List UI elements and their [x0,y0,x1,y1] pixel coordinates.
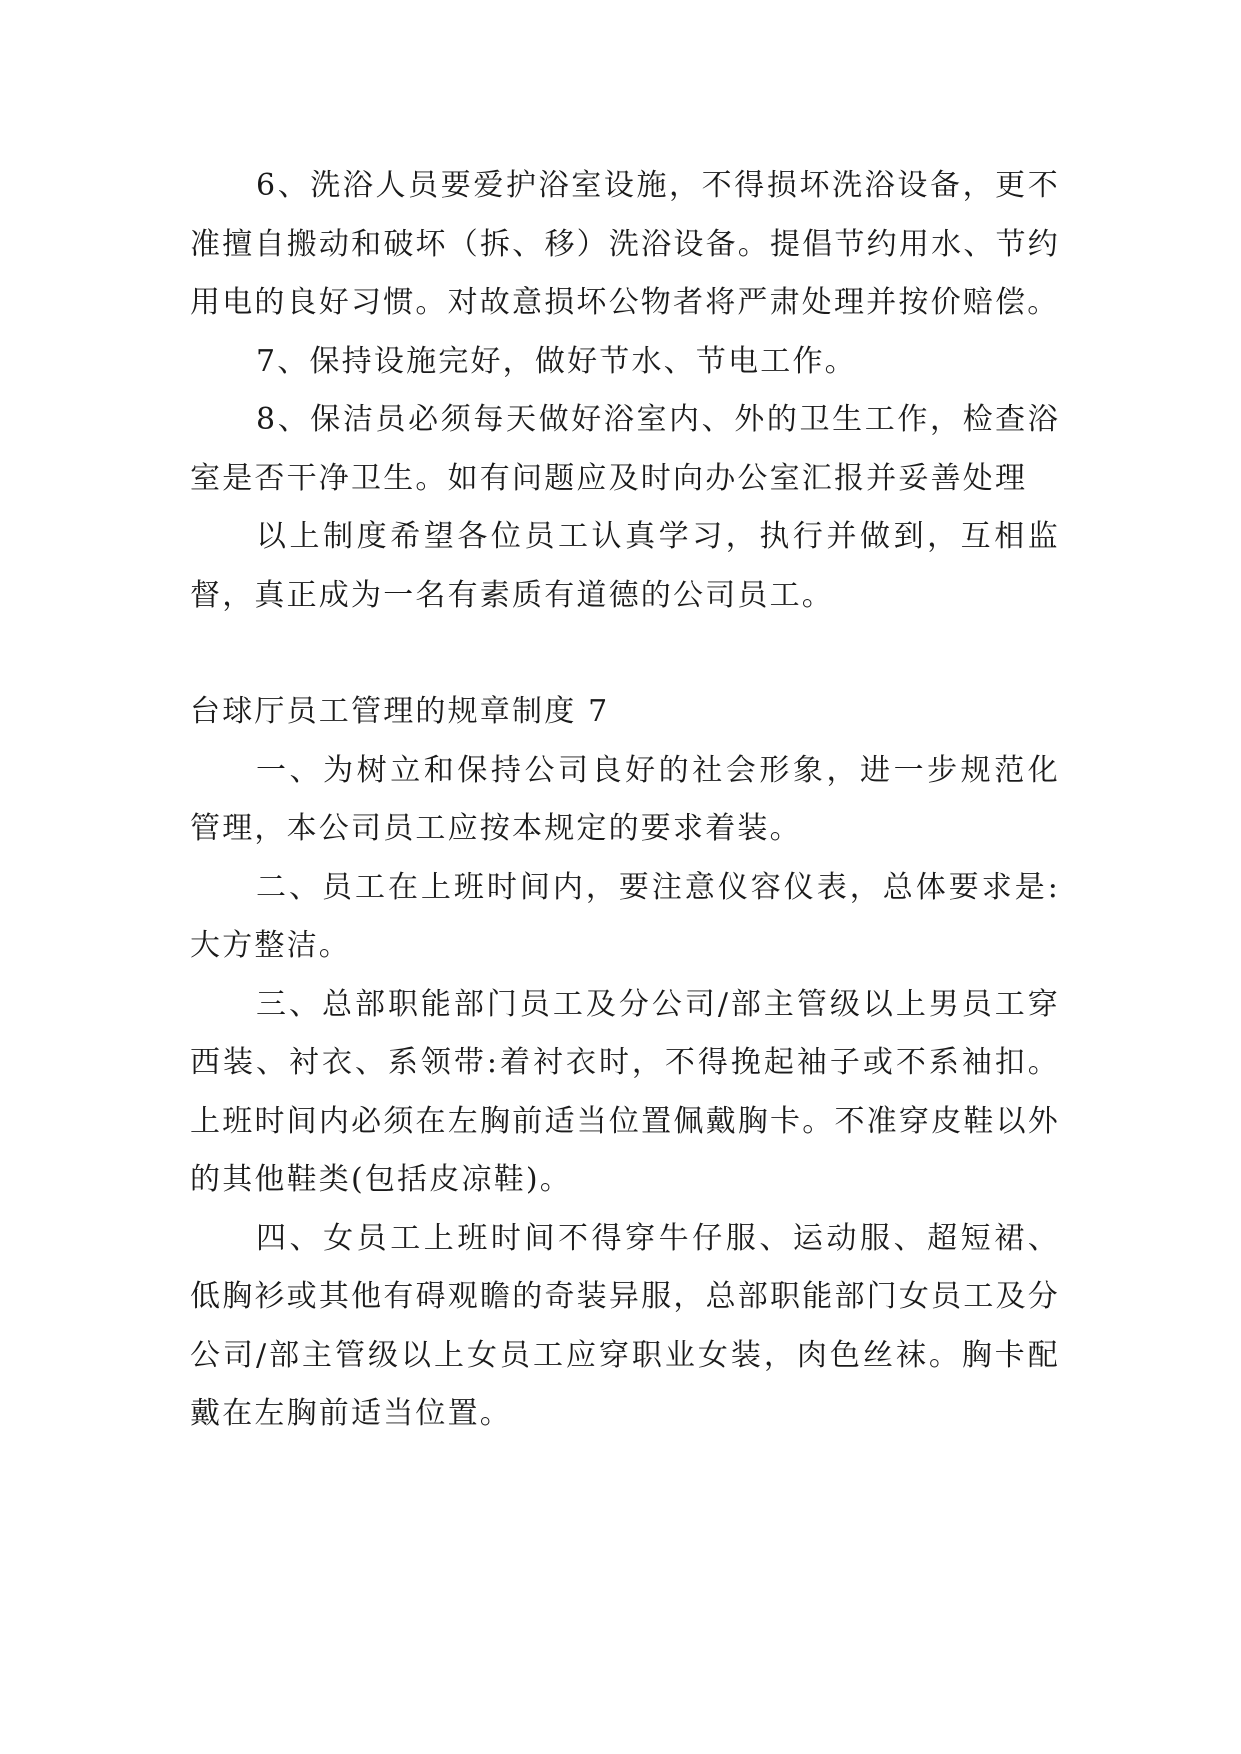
document-body [190,157,1060,1444]
paragraph-rule-4: 四、女员工上班时间不得穿牛仔服、运动服、超短裙、低胸衫或其他有碍观瞻的奇装异服，总部职能部门女员工及分公司/部主管级以上女员工应穿职业女装，肉色丝袜。胸卡配戴在左胸前适当位置。 [190,1220,1060,1431]
paragraph-item-6: 6、洗浴人员要爱护浴室设施，不得损坏洗浴设备，更不准擅自搬动和破坏（拆、移）洗浴设备。提倡节约用水、节约用电的良好习惯。对故意损坏公物者将严肃处理并按价赔偿。 [190,168,1060,320]
paragraph-item-7: 7、保持设施完好，做好节水、节电工作。 [256,343,857,379]
paragraph-item-8: 8、保洁员必须每天做好浴室内、外的卫生工作，检查浴室是否干净卫生。如有问题应及时向办公室汇报并妥善处理 [190,402,1060,496]
section-title: 台球厅员工管理的规章制度 7 [190,694,610,729]
paragraph-rule-2: 二、员工在上班时间内，要注意仪容仪表，总体要求是:大方整洁。 [190,869,1060,963]
paragraph-rule-3: 三、总部职能部门员工及分公司/部主管级以上男员工穿西装、衬衣、系领带:着衬衣时，不得挽起袖子或不系袖扣。上班时间内必须在左胸前适当位置佩戴胸卡。不准穿皮鞋以外的其他鞋类(包括皮凉鞋)。 [190,986,1060,1197]
paragraph-rule-1: 一、为树立和保持公司良好的社会形象，进一步规范化管理，本公司员工应按本规定的要求着装。 [190,752,1060,846]
paragraph-closing-note: 以上制度希望各位员工认真学习，执行并做到，互相监督，真正成为一名有素质有道德的公司员工。 [190,519,1060,613]
